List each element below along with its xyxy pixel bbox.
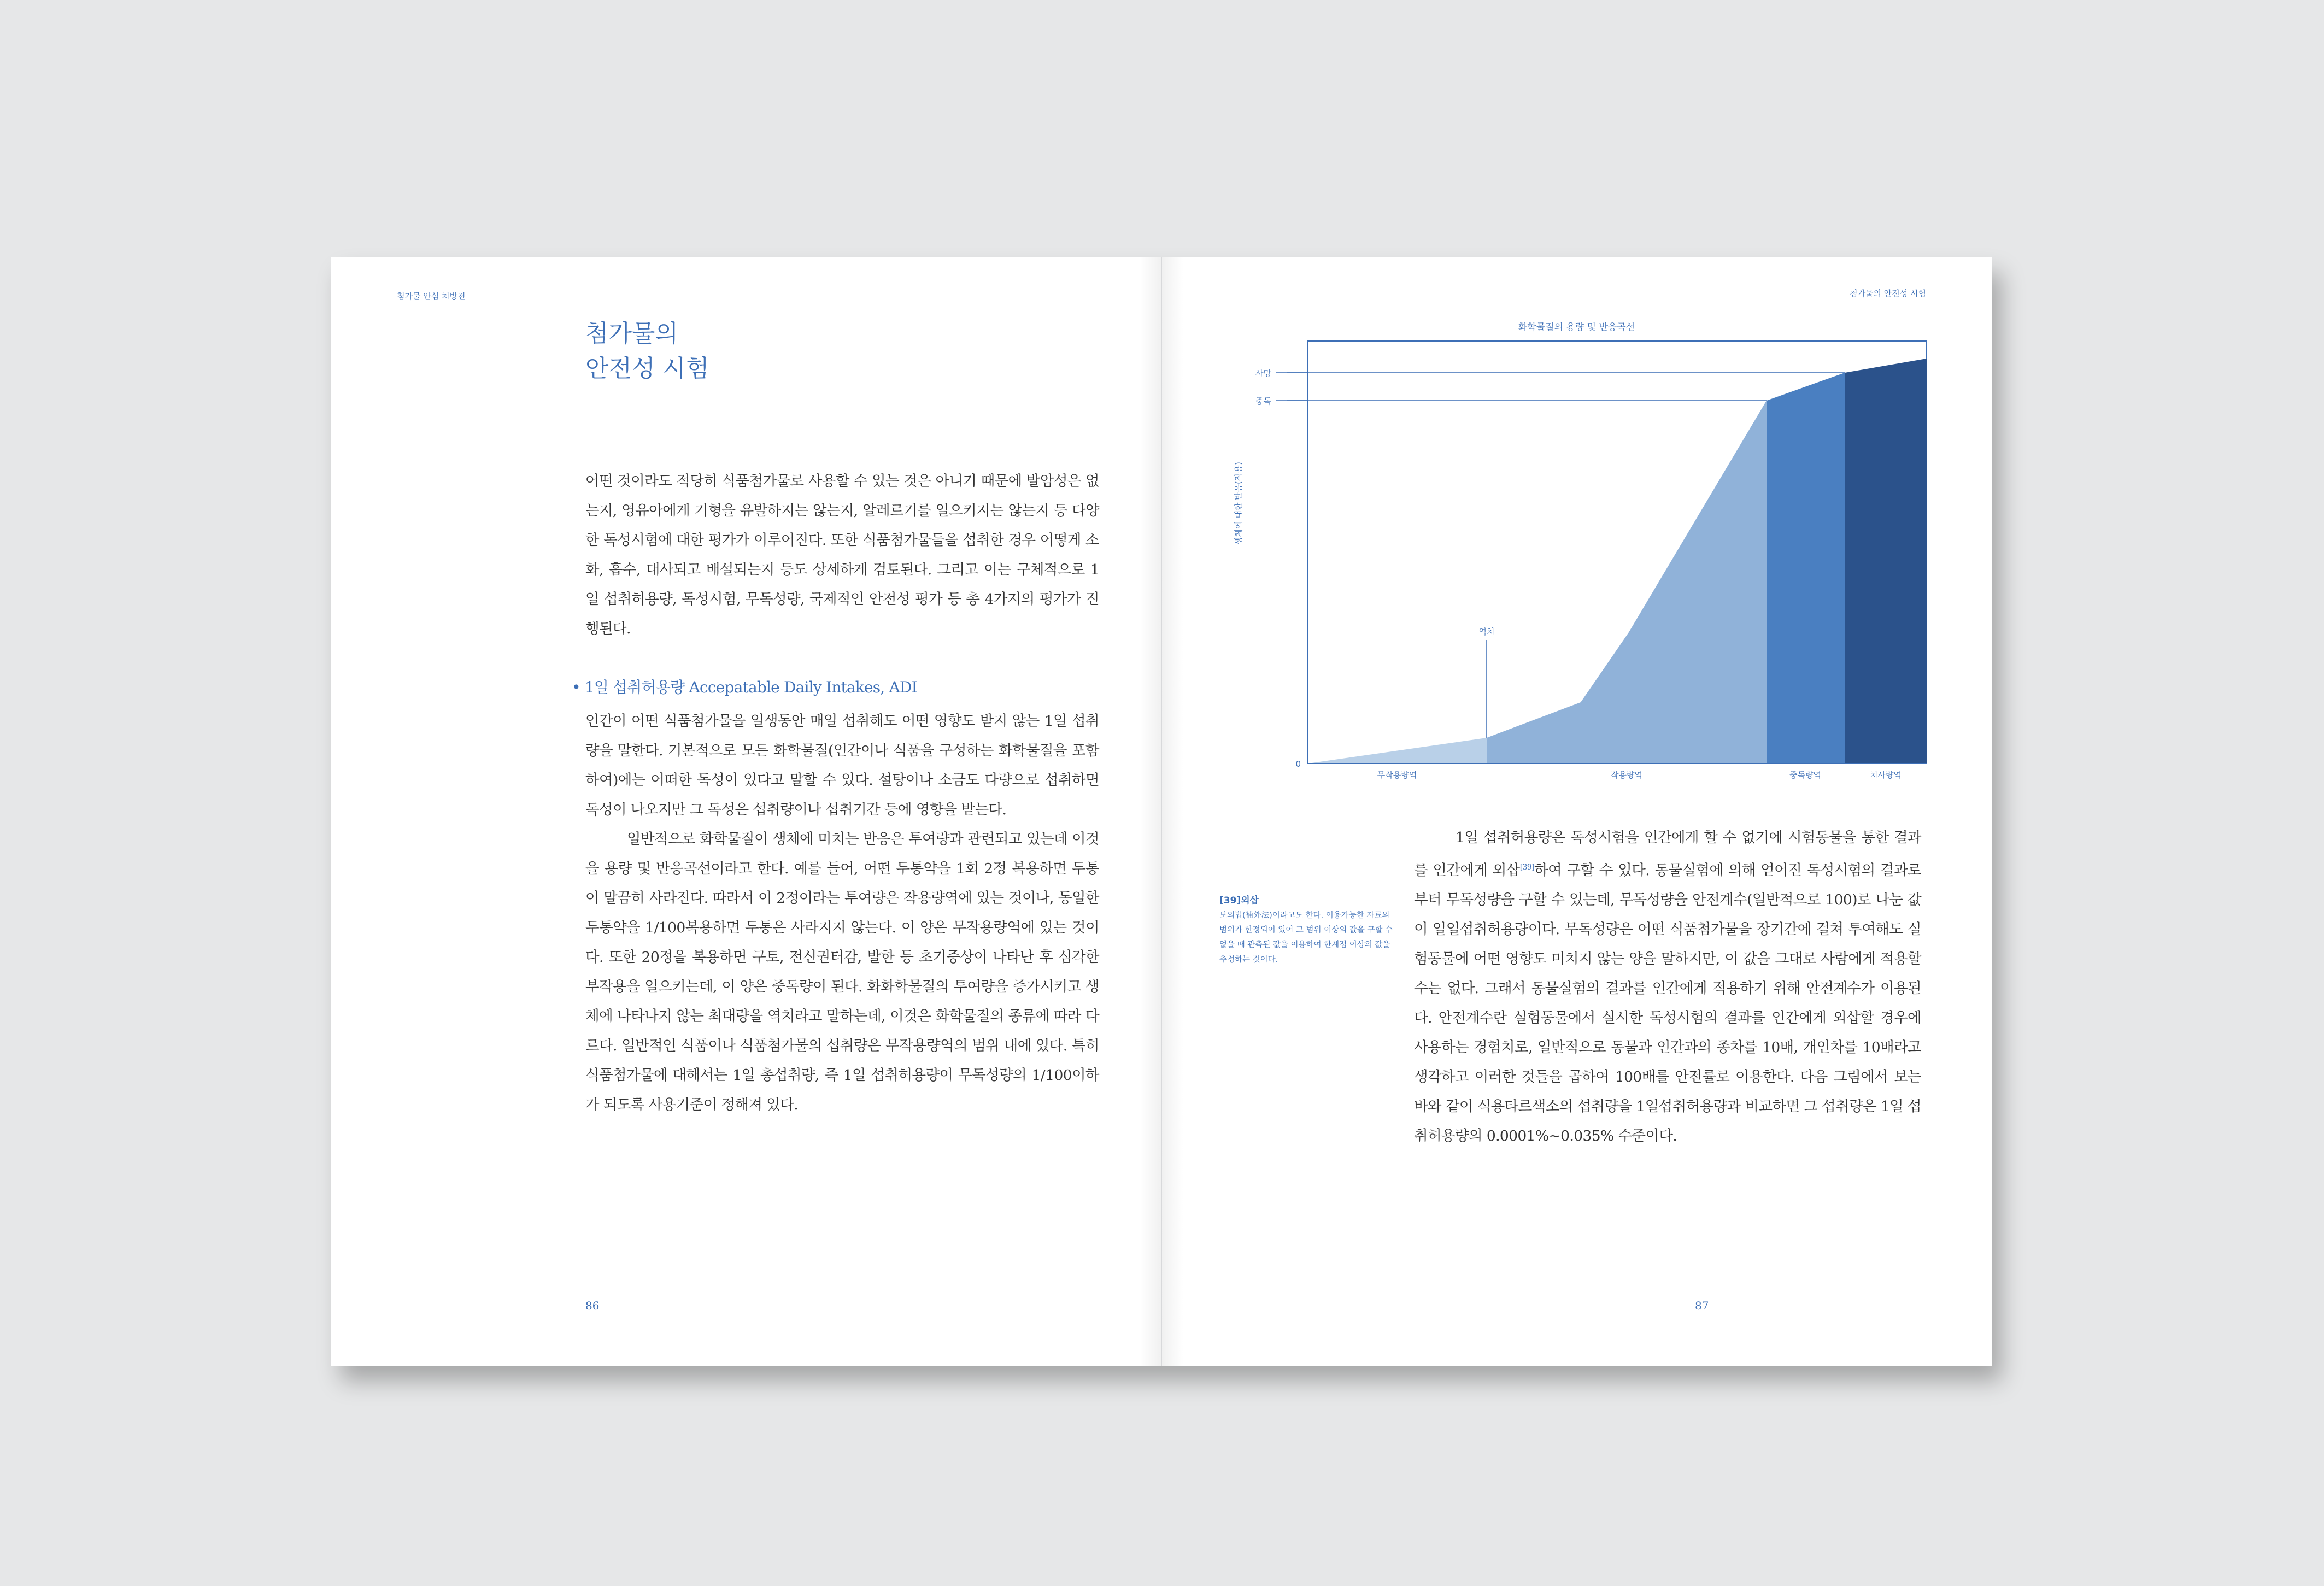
- paragraph-1: 어떤 것이라도 적당히 식품첨가물로 사용할 수 있는 것은 아니기 때문에 발암성은 없는지, 영유아에게 기형을 유발하지는 않는지, 알레르기를 일으키지는 않는지 등 다양한 독성시험에 대한 평가가 이루어진다. 또한 식품첨가물들을 섭취한 경우 어떻게 소화, 흡수, 대사되고 배설되는지 등도 상세하게 검토된다. 그리고 이는 구체적으로 1일 섭취허용량, 독성시험, 무독성량, 국제적인 안전성 평가 등 총 4가지의 평가가 진행된다.: [585, 473, 1099, 637]
- zone-toxic: [1767, 373, 1845, 763]
- dose-response-chart: [1161, 257, 1992, 804]
- adi-body: [585, 707, 1099, 1120]
- page-title: 첨가물의 안전성 시험: [585, 320, 709, 383]
- gutter-shade-right: [1161, 257, 1183, 1366]
- chart-title: 화학물질의 용량 및 반응곡선: [1518, 322, 1635, 333]
- footnote-sidenote: [1219, 892, 1394, 967]
- footnote-ref[interactable]: [39]: [1519, 863, 1535, 872]
- paragraph-right-part1: 1일 섭취허용량은 독성시험을 인간에게 할 수 없기에 시험동물을 통한 결과를 인간에게 외삽: [1414, 829, 1921, 879]
- region-label-effect: 작용량역: [1611, 770, 1642, 780]
- sidenote-body: 보외법(補外法)이라고도 한다. 이용가능한 자료의 범위가 한정되어 있어 그 범위 이상의 값을 구할 수 없을 때 관측된 값을 이용하여 한계점 이상의 값을 추정하는 것이다.: [1219, 911, 1393, 964]
- running-head-right: 첨가물의 안전성 시험: [1850, 289, 1926, 298]
- gutter: [1161, 257, 1162, 1366]
- right-body: [1414, 823, 1921, 1151]
- sidenote-title: [39]외삽: [1219, 895, 1259, 906]
- region-label-toxic: 중독량역: [1789, 770, 1821, 780]
- paragraph-right: [1414, 823, 1921, 1151]
- zone-no-effect: [1308, 738, 1487, 763]
- section-heading-adi: • 1일 섭취허용량 Accepatable Daily Intakes, ADI: [572, 678, 917, 696]
- paragraph-right-part2: 하여 구할 수 있다. 동물실험에 의해 얻어진 독성시험의 결과로부터 무독성량을 구할 수 있는데, 무독성량을 안전계수(일반적으로 100)로 나눈 값이 일일섭취허용량이다. 무독성량은 어떤 식품첨가물을 장기간에 걸쳐 투여해도 실험동물에 어떤 영향도 미치지 않는 양을 말하지만, 이 값을 그대로 사람에게 적용할 수는 없다. 그래서 동물실험의 결과를 인간에게 적용하기 위해 안전계수가 이용된다. 안전계수란 실험동물에서 실시한 독성시험의 결과를 인간에게 외삽할 경우에 사용하는 경험치로, 일반적으로 동물과 인간과의 종차를 10배, 개인차를 10배라고 생각하고 이러한 것들을 곱하여 100배를 안전률로 이용한다. 다음 그림에서 보는 바와 같이 식용타르색소의 섭취량을 1일섭취허용량과 비교하면 그 섭취량은 1일 섭취허용량의 0.0001%~0.035% 수준이다.: [1414, 861, 1921, 1144]
- page-number-left: 86: [585, 1299, 600, 1312]
- y-axis-label: 생체에 대한 반응(작용): [1234, 462, 1243, 545]
- paragraph-3: 일반적으로 화학물질이 생체에 미치는 반응은 투여량과 관련되고 있는데 이것을 용량 및 반응곡선이라고 한다. 예를 들어, 어떤 두통약을 1회 2정 복용하면 두통이 말끔히 사라진다. 따라서 이 2정이라는 투여량은 작용량역에 있는 것이나, 동일한 두통약을 1/100복용하면 두통은 사라지지 않는다. 이 양은 무작용량역에 있는 것이다. 또한 20정을 복용하면 구토, 전신권터감, 발한 등 초기증상이 나타난 후 심각한 부작용을 일으키는데, 이 양은 중독량이 된다. 화화학물질의 투여량을 증가시키고 생체에 나타나지 않는 최대량을 역치라고 말하는데, 이것은 화학물질의 종류에 따라 다르다. 일반적인 식품이나 식품첨가물의 섭취량은 무작용량역의 범위 내에 있다. 특히 식품첨가물에 대해서는 1일 총섭취량, 즉 1일 섭취허용량이 무독성량의 1/100이하가 되도록 사용기준이 정해져 있다.: [585, 831, 1099, 1113]
- book-spread: [331, 257, 1992, 1366]
- left-page: [331, 257, 1161, 1366]
- threshold-label: 역치: [1478, 627, 1495, 637]
- page-number-right: 87: [1695, 1299, 1709, 1312]
- gutter-shade-left: [1140, 257, 1161, 1366]
- toxic-label: 중독: [1255, 396, 1271, 406]
- zone-lethal: [1845, 359, 1927, 763]
- paragraph-2: 인간이 어떤 식품첨가물을 일생동안 매일 섭취해도 어떤 영향도 받지 않는 1일 섭취량을 말한다. 기본적으로 모든 화학물질(인간이나 식품을 구성하는 화학물질을 포함하여)에는 어떠한 독성이 있다고 말할 수 있다. 설탕이나 소금도 다량으로 섭취하면 독성이 나오지만 그 독성은 섭취량이나 섭취기간 등에 영향을 받는다.: [585, 713, 1099, 818]
- region-label-lethal: 치사량역: [1870, 770, 1902, 780]
- zone-effect: [1487, 401, 1767, 763]
- y-zero-label: 0: [1295, 759, 1301, 769]
- intro-paragraph: [585, 467, 1099, 644]
- right-page: [1161, 257, 1992, 1366]
- region-label-no-effect: 무작용량역: [1377, 770, 1417, 780]
- death-label: 사망: [1255, 368, 1271, 378]
- running-head-left: 첨가물 안심 처방전: [397, 291, 466, 301]
